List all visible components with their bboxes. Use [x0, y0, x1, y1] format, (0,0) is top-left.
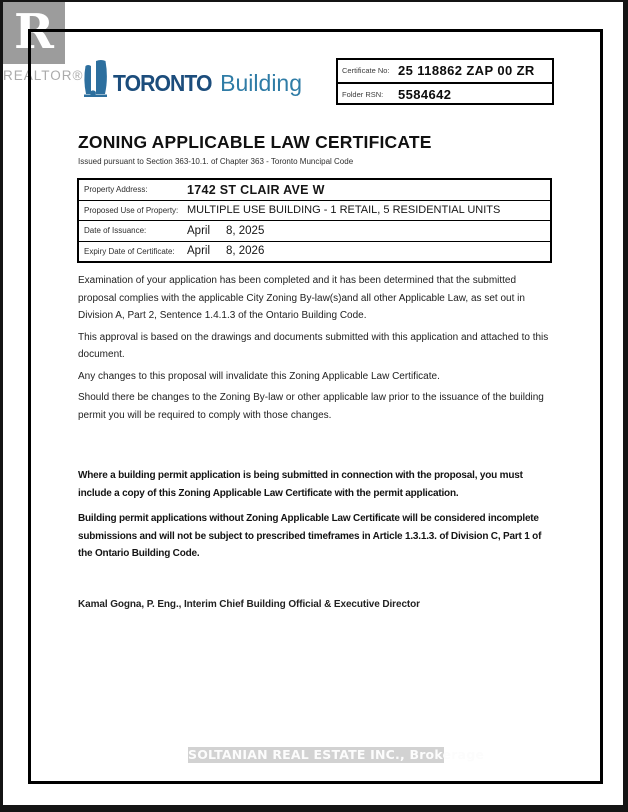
page-title: ZONING APPLICABLE LAW CERTIFICATE: [78, 132, 432, 152]
realtor-r-letter: R: [14, 4, 54, 60]
body-text: [78, 272, 557, 617]
photo-frame-top: [0, 0, 628, 2]
body-paragraph: Any changes to this proposal will invalidate this Zoning Applicable Law Certificate.: [78, 370, 440, 382]
bold-notice-paragraph: Building permit applications without Zoning Applicable Law Certificate will be considered incomplete submissions and will not be subject to prescribed timeframes in Article 1.3.1.3. of Division C, Part 1 of the Ontario Building Code.: [78, 513, 542, 559]
certificate-no-value: 25 118862 ZAP 00 ZR: [398, 63, 535, 79]
certificate-no-row: [338, 60, 552, 84]
proposed-use-value: MULTIPLE USE BUILDING - 1 RETAIL, 5 RESIDENTIAL UNITS: [187, 204, 501, 217]
photo-frame-left: [0, 0, 3, 812]
expiry-date-label: Expiry Date of Certificate:: [84, 246, 175, 256]
page-subtitle: Issued pursuant to Section 363-10.1. of Chapter 363 - Toronto Muncipal Code: [78, 157, 354, 166]
property-address-label: Property Address:: [84, 185, 148, 195]
issuance-date-label: Date of Issuance:: [84, 226, 147, 236]
body-paragraph: This approval is based on the drawings and documents submitted with this application and attached to this document.: [78, 331, 549, 360]
bold-notice-paragraph: Where a building permit application is being submitted in connection with the proposal, you must include a copy of this Zoning Applicable Law Certificate with the permit application.: [78, 470, 523, 499]
body-paragraph: Should there be changes to the Zoning By-law or other applicable law prior to the issuance of the building permit you will be required to comply with those changes.: [78, 392, 544, 421]
building-logo-wordmark: Building: [220, 70, 303, 96]
realtor-label: REALTOR®: [3, 68, 84, 83]
body-paragraph: Examination of your application has been completed and it has been determined that the submitted proposal complies with the applicable City Zoning By-law(s)and all other Applicable Law, as set out in Division A, Part 2, Sentence 1.4.1.3 of the Ontario Building Code.: [78, 275, 525, 321]
toronto-cityhall-icon: [82, 60, 109, 98]
folder-rsn-row: [338, 84, 552, 106]
photo-frame-bottom: [0, 805, 628, 812]
issuance-date-row: [79, 221, 550, 242]
proposed-use-row: [79, 201, 550, 222]
property-address-value: 1742 ST CLAIR AVE W: [187, 182, 325, 197]
signatory-line: Kamal Gogna, P. Eng., Interim Chief Building Official & Executive Director: [78, 598, 420, 610]
property-table: [77, 178, 552, 263]
certificate-number-box: [336, 58, 554, 105]
expiry-date-row: [79, 242, 550, 262]
photo-frame-right: [623, 0, 628, 812]
toronto-building-logo: [82, 56, 302, 98]
brokerage-watermark: SOLTANIAN REAL ESTATE INC., Brokerage: [188, 747, 485, 762]
proposed-use-label: Proposed Use of Property:: [84, 205, 179, 215]
expiry-date-value: April 8, 2026: [187, 245, 265, 258]
toronto-logo-wordmark: TORONTO: [113, 70, 212, 96]
folder-rsn-label: Folder RSN:: [342, 89, 384, 99]
folder-rsn-value: 5584642: [398, 86, 452, 102]
certificate-no-label: Certificate No:: [342, 66, 390, 76]
property-address-row: [79, 180, 550, 201]
issuance-date-value: April 8, 2025: [187, 224, 265, 237]
